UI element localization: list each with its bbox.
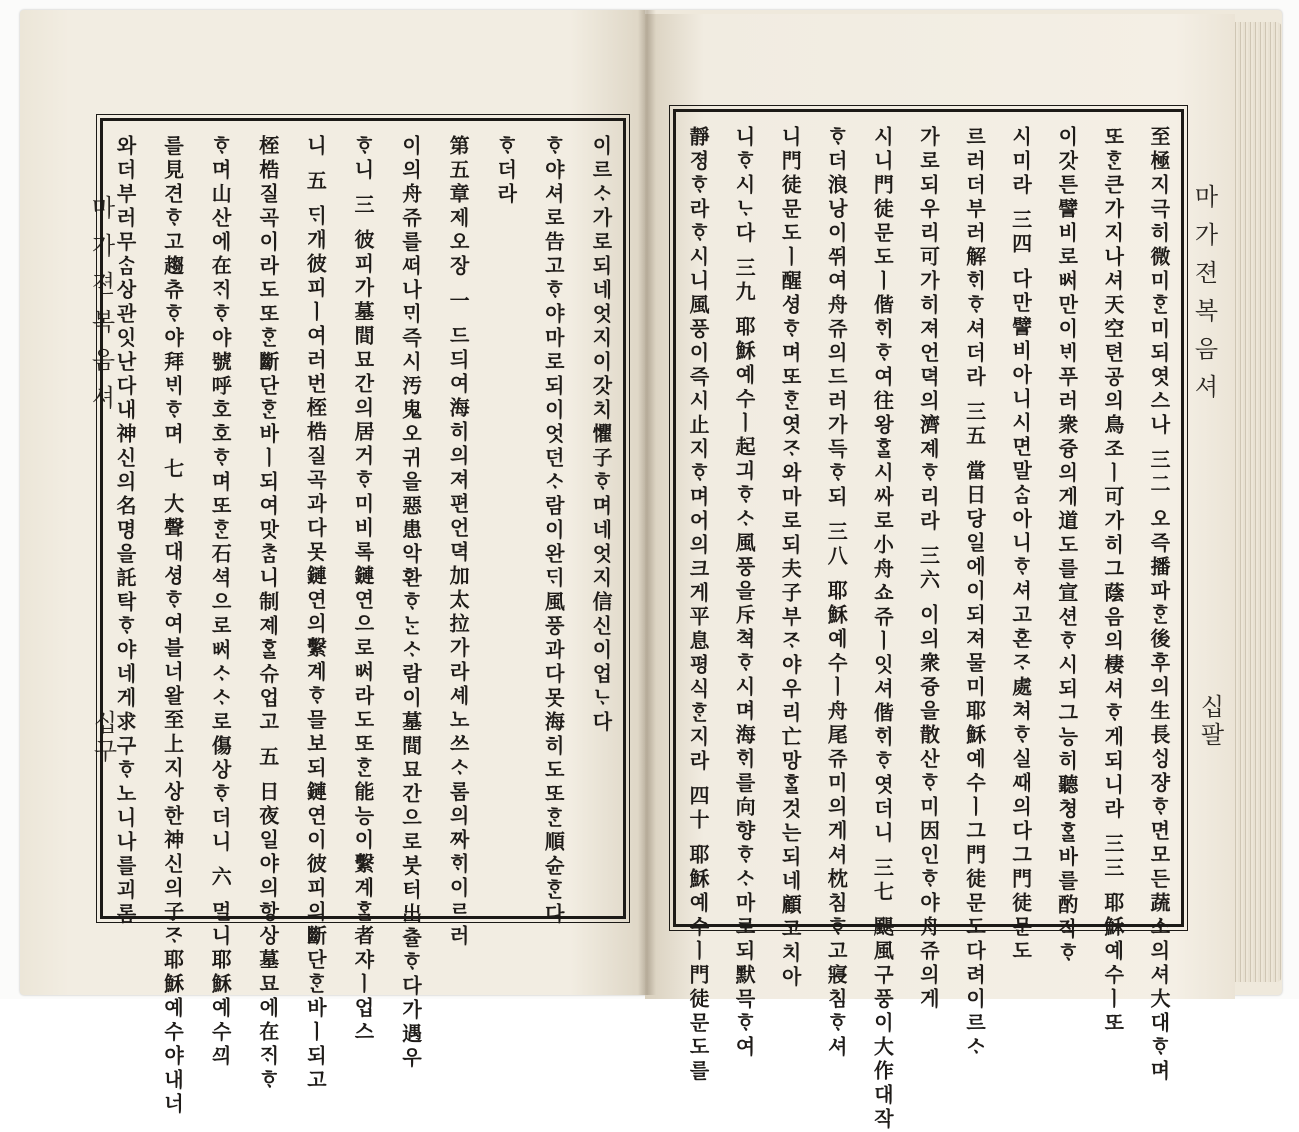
text-column: ᄒᆞ며山산에在ᄌᆡᄒᆞ야號呼호호ᄒᆞ며또ᄒᆞᆫ石셕으로ᄡᅥᄉᆞᄉᆞ로傷상ᄒᆞ더니 六 멀니耶穌예수ᄭᅴ <box>208 135 233 1069</box>
text-column: 니ᄒᆞ시ᄂᆞ다 三九 耶穌예수ㅣ起긔ᄒᆞᄉᆞ風풍을斥쳑ᄒᆞ시며海ᄒᆡ를向향ᄒᆞᄉᆞ마로되默믁ᄒᆞ여 <box>732 126 757 1060</box>
right-folio: 십팔 <box>1196 694 1224 750</box>
right-page <box>645 14 1235 1132</box>
open-book <box>20 10 1282 1132</box>
right-text-block <box>686 126 1171 1132</box>
left-running-title: 마가젼복음셔 <box>87 195 115 423</box>
text-column: 르러더부러解ᄒᆡᄒᆞ셔더라 三五 當日당일에이되져물미耶穌예수ㅣ그門徒문도다려이르ᄉᆞ <box>962 126 987 1060</box>
left-text-frame <box>100 118 626 1117</box>
right-text-frame <box>673 109 1184 1132</box>
text-column: 또ᄒᆞᆫ큰가지나셔天空텬공의鳥조ㅣ可가히그蔭음의棲셔ᄒᆞ게되니라 三三 耶穌예수ㅣ또 <box>1100 126 1125 1036</box>
text-column: 가로되우리可가히져언뎍의濟졔ᄒᆞ리라 三六 이의衆즁을散산ᄒᆞ미因인ᄒᆞ야舟쥬의게 <box>916 126 941 1012</box>
text-column: 이갓튼譬비로ᄡᅥ만이ᄇᆡ푸러衆즁의게道도를宣션ᄒᆞ시되그능히聽쳥ᄒᆞᆯ바를酌작ᄒᆞ <box>1054 126 1079 966</box>
left-text-block <box>113 135 613 1117</box>
text-column: ᄒᆞ더라 <box>493 135 518 207</box>
right-running-title: 마가젼복음셔 <box>1190 184 1218 412</box>
text-column: 시니門徒문도ㅣ偕ᄒᆡᄒᆞ여往왕ᄒᆞᆯ시싸로小舟쇼쥬ㅣ잇셔偕ᄒᆡᄒᆞ엿더니 三七 颶風구풍이大作대작 <box>870 126 895 1132</box>
text-column: 이의舟쥬를ᄯᅥ나ᄆᆡ즉시汚鬼오귀을惡患악환ᄒᆞᄂᆞᆫᄉᆞ람이墓間묘간으로붓터出츌ᄒᆞ다가遇우 <box>398 135 423 1071</box>
text-column: 시미라 三四 다만譬비아니시면말ᄉᆞᆷ아니ᄒᆞ셔고혼ᄌᆞ處쳐ᄒᆞ실ᄯᅢ의다그門徒문도 <box>1008 126 1033 964</box>
text-column: 靜졍ᄒᆞ라ᄒᆞ시니風풍이즉시止지ᄒᆞ며어의크게平息평식ᄒᆞᆫ지라 四十 耶穌예수ㅣ門徒문도를 <box>686 126 710 1084</box>
text-column: 니門徒문도ㅣ醒셩ᄒᆞ며또ᄒᆞᆫ엿ᄌᆞ와마로되夫子부ᄌᆞ야우리亡망ᄒᆞᆯ것는되네顧고치아 <box>778 126 803 990</box>
left-page <box>20 10 645 1117</box>
book-gutter <box>638 10 656 995</box>
text-column: 를見견ᄒᆞ고趨츄ᄒᆞ야拜ᄇᆡᄒᆞ며 七 大聲대셩ᄒᆞ여블너왈至上지상한神신의子ᄌᆞ耶穌예수야내너 <box>160 135 185 1117</box>
text-column: ᄒᆞ야셔로告고ᄒᆞ야마로되이엇던ᄉᆞ람이완ᄃᆡ風풍과다못海히도또ᄒᆞᆫ順슌ᄒᆞᆫ다 <box>541 135 566 927</box>
text-column: 第五章제오장 一 드듸여海히의져편언뎍加太拉가라셰노쓰ᄉᆞ롬의짜ᄒᆡ이르러 <box>446 135 471 949</box>
text-column: 이르ᄉᆞ가로되네엇지이갓치懼子ᄒᆞ며네엇지信신이업ᄂᆞ다 <box>588 135 613 735</box>
text-column: 至極지극히微미ᄒᆞᆫ미되엿스나 三二 오즉播파ᄒᆞᆫ後후의生長ᄉᆡᆼ쟝ᄒᆞ면모든蔬소의셔大대ᄒᆞ며 <box>1146 126 1171 1084</box>
page-edges <box>1228 22 1282 982</box>
left-folio: 십구 <box>89 710 117 766</box>
text-column: ᄒᆞ더浪낭이ᄯᅱ여舟쥬의드러가득ᄒᆞ되 三八 耶穌예수ㅣ舟尾쥬미의게셔枕침ᄒᆞ고寢침ᄒᆞ셔 <box>824 126 849 1060</box>
text-column: ᄒᆞ니 三 彼피가墓間묘간의居거ᄒᆞ미비록鏈연으로ᄡᅥ라도또ᄒᆞᆫ能능이繫계ᄒᆞᆯ者쟈ㅣ업스 <box>350 135 375 1045</box>
text-column: 니 五 ᄃᆡ개彼피ㅣ여러번桎梏질곡과다못鏈연의繫계ᄒᆞ믈보되鏈연이彼피의斷단ᄒᆞᆫ바ㅣ되고 <box>303 135 328 1093</box>
text-column: 桎梏질곡이라도또ᄒᆞᆫ斷단ᄒᆞᆫ바ㅣ되여맛ᄎᆞᆷ니制졔ᄒᆞᆯ슈업고 五 日夜일야의항상墓묘에在ᄌᆡᄒᆞ <box>255 135 280 1093</box>
text-column: 와더부러무ᄉᆞᆷ상관잇난다내神신의名명을託탁ᄒᆞ야네게求구ᄒᆞ노니나를괴롬 <box>113 135 137 927</box>
